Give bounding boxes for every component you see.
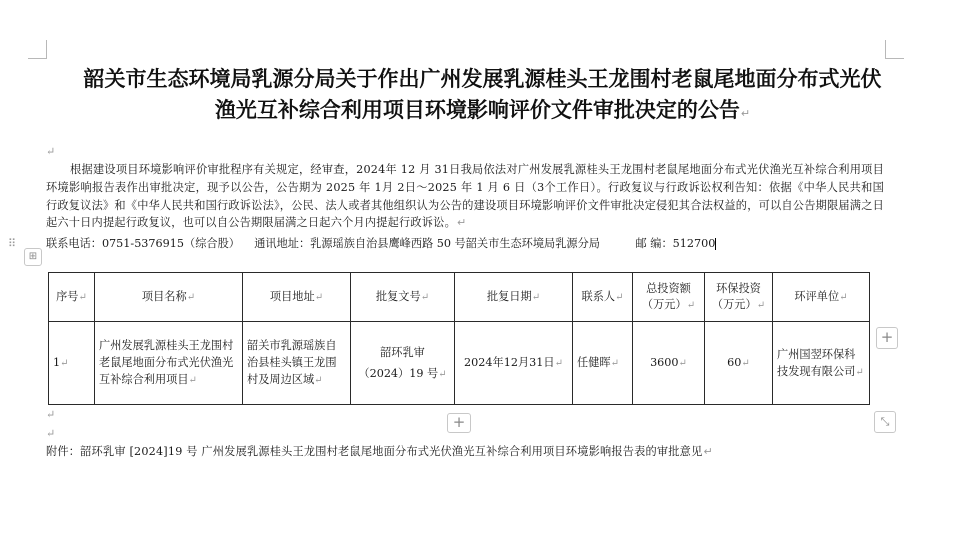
header-investment-unit-line: [637, 297, 700, 314]
table-select-handle-icon[interactable]: ⊞: [24, 248, 42, 266]
header-contact[interactable]: [573, 273, 633, 322]
cell-mark-icon: ↵: [855, 366, 864, 378]
header-doc-no[interactable]: [351, 273, 455, 322]
paragraph-mark-icon: ↵: [740, 107, 751, 120]
title-line-2: [40, 95, 925, 129]
page-corner-mark-top-left: [28, 40, 47, 59]
contact-line[interactable]: [46, 236, 716, 252]
header-unit-label: 环评单位: [794, 289, 840, 303]
text-cursor: [715, 238, 716, 250]
header-env-unit-line: [709, 297, 768, 314]
page-corner-mark-top-right: [885, 40, 904, 59]
header-investment-label: 总投资额: [646, 281, 691, 295]
contact-phone: 联系电话：0751-5376915（综合股）: [46, 237, 240, 250]
cell-mark-icon: ↵: [420, 291, 430, 303]
cell-doc-no-line1: 韶环乳审: [380, 345, 425, 359]
header-no[interactable]: [49, 273, 95, 322]
cell-env-investment[interactable]: [705, 322, 773, 405]
header-date[interactable]: [455, 273, 573, 322]
header-env-investment-unit: （万元）: [711, 297, 757, 311]
cell-investment-value: 3600: [650, 356, 679, 369]
cell-investment[interactable]: [633, 322, 705, 405]
spacer: [240, 237, 254, 250]
cell-mark-icon: ↵: [531, 291, 541, 303]
cell-mark-icon: ↵: [314, 375, 323, 386]
header-name-label: 项目名称: [141, 289, 187, 303]
paragraph-mark-icon: ↵: [46, 427, 56, 440]
document-title: [40, 64, 925, 129]
cell-mark-icon: ↵: [314, 291, 324, 303]
table-header-row: [49, 273, 870, 322]
header-investment-unit: （万元）: [641, 297, 687, 311]
cell-mark-icon: ↵: [438, 368, 447, 380]
cell-unit-value: 广州国翌环保科技发现有限公司: [777, 347, 856, 378]
cell-mark-icon: ↵: [78, 291, 87, 303]
cell-unit[interactable]: [773, 322, 870, 405]
attachment-text: 附件：韶环乳审 [2024]19 号 广州发展乳源桂头王龙围村老鼠尾地面分布式光伏渔光互补综合利用项目环境影响报告表的审批意见: [46, 445, 703, 458]
empty-paragraph: [46, 408, 55, 421]
header-contact-label: 联系人: [581, 289, 616, 303]
add-column-button[interactable]: +: [876, 327, 898, 349]
header-date-label: 批复日期: [486, 289, 532, 303]
project-table: [48, 272, 870, 405]
paragraph-mark-icon: ↵: [46, 145, 56, 158]
cell-contact[interactable]: [573, 322, 633, 405]
cell-name-value: 广州发展乳源桂头王龙围村老鼠尾地面分布式光伏渔光互补综合利用项目: [99, 339, 234, 386]
cell-mark-icon: ↵: [686, 299, 696, 311]
cell-mark-icon: ↵: [188, 375, 197, 386]
contact-address: 通讯地址：乳源瑶族自治县鹰峰西路 50 号韶关市生态环境局乳源分局: [254, 237, 600, 250]
title-line-1: 韶关市生态环境局乳源分局关于作出广州发展乳源桂头王龙围村老鼠尾地面分布式光伏: [83, 67, 882, 91]
cell-env-investment-value: 60: [727, 356, 742, 369]
cell-mark-icon: ↵: [741, 358, 750, 369]
header-no-label: 序号: [56, 289, 79, 303]
title-line-2-text: 渔光互补综合利用项目环境影响评价文件审批决定的公告: [214, 98, 740, 122]
cell-name[interactable]: [95, 322, 243, 405]
cell-mark-icon: ↵: [186, 291, 196, 303]
cell-mark-icon: ↵: [610, 358, 619, 369]
empty-paragraph: [46, 145, 55, 158]
cell-doc-no[interactable]: [351, 322, 455, 405]
table-resize-handle-icon[interactable]: ⤡: [874, 411, 896, 433]
header-unit[interactable]: [773, 273, 870, 322]
cell-mark-icon: ↵: [615, 291, 624, 303]
cell-mark-icon: ↵: [839, 291, 848, 303]
cell-mark-icon: ↵: [678, 358, 687, 369]
body-paragraph-text: 根据建设项目环境影响评价审批程序有关规定，经审查，2024年 12 月 31日我局依法对广州发展乳源桂头王龙围村老鼠尾地面分布式光伏渔光互补综合利用项目环境影响报告表作出审批决定，现予以公告，公告期为 2025 年 1月 2日～2025 年 1 月 6 日（3个工作日）。行政复议与行政诉讼权利告知：依据《中华人民共和国行政复议法》和《中华人民共和国行政诉讼法》，公民、法人或者其他组织认为公告的建设项目环境影响评价文件审批决定侵犯其合法权益的，可以自公告期限届满之日起六十日内提起行政复议，也可以自公告期限届满之日起六个月内提起行政诉讼。: [46, 163, 884, 230]
cell-doc-no-line2: （2024）19 号: [358, 366, 439, 380]
cell-date-value: 2024年12月31日: [464, 356, 555, 369]
add-row-button[interactable]: +: [447, 413, 471, 433]
header-location-label: 项目地址: [269, 289, 315, 303]
header-env-investment-label: 环保投资: [716, 281, 761, 295]
cell-location[interactable]: [243, 322, 351, 405]
cell-date[interactable]: [455, 322, 573, 405]
cell-mark-icon: ↵: [554, 358, 563, 369]
header-name[interactable]: [95, 273, 243, 322]
cell-no-value: 1: [53, 356, 61, 369]
paragraph-mark-icon: ↵: [46, 408, 56, 421]
attachment-line[interactable]: [46, 444, 713, 460]
header-investment[interactable]: [633, 273, 705, 322]
cell-no[interactable]: [49, 322, 95, 405]
contact-postcode: 邮 编：512700: [635, 237, 716, 250]
table-row: [49, 322, 870, 405]
cell-contact-value: 任健晖: [577, 356, 611, 369]
cell-mark-icon: ↵: [60, 358, 69, 369]
header-location[interactable]: [243, 273, 351, 322]
paragraph-mark-icon: ↵: [703, 445, 713, 458]
cell-location-value: 韶关市乳源瑶族自治县桂头镇王龙围村及周边区域: [247, 339, 337, 386]
cell-doc-no-line2-wrap: [355, 365, 450, 383]
spacer: [600, 237, 636, 250]
header-env-investment[interactable]: [705, 273, 773, 322]
paragraph-drag-handle-icon[interactable]: ⠿: [8, 237, 17, 250]
empty-paragraph: [46, 427, 55, 440]
body-paragraph[interactable]: [46, 161, 884, 232]
paragraph-mark-icon: ↵: [456, 216, 467, 230]
cell-mark-icon: ↵: [756, 299, 766, 311]
header-doc-no-label: 批复文号: [375, 289, 421, 303]
